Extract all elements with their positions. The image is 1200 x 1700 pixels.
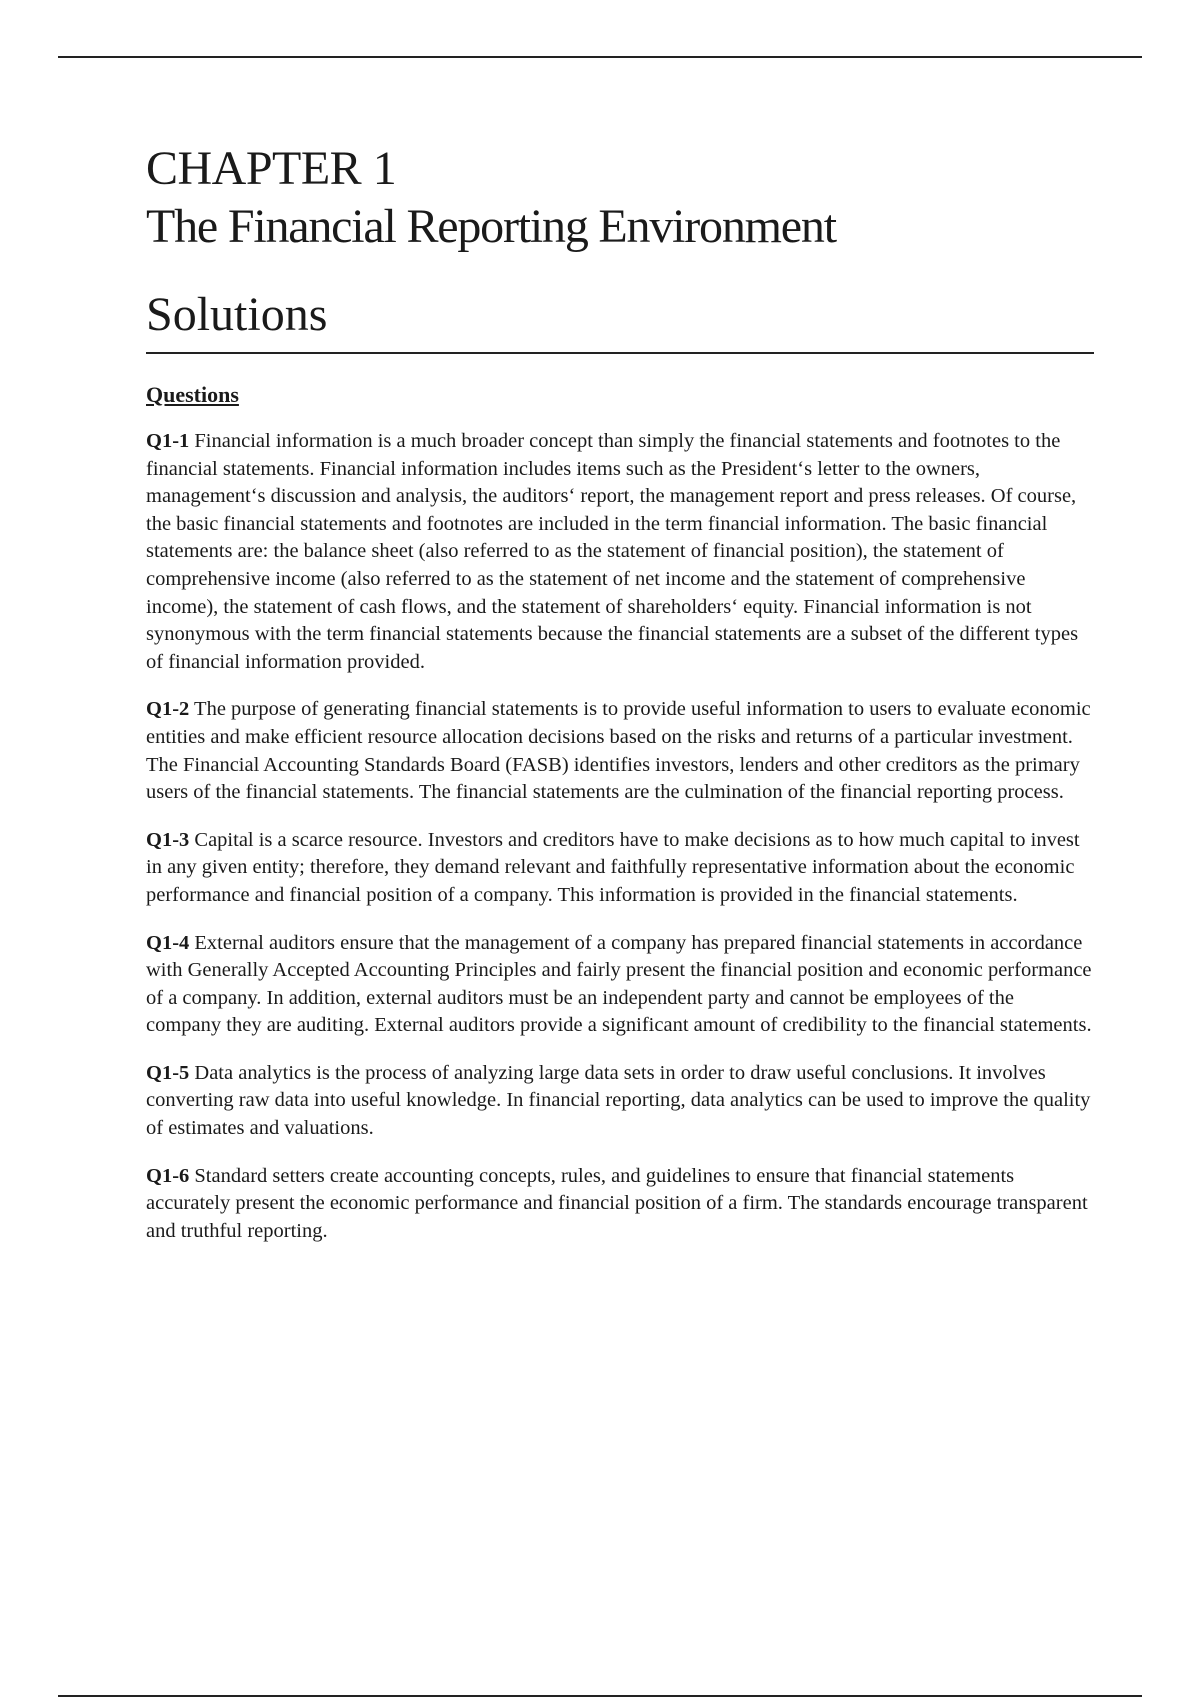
chapter-title: The Financial Reporting Environment <box>146 200 836 253</box>
answer-text: Capital is a scarce resource. Investors and creditors have to make decisions as to how much capital to invest in any given entity; therefore, they demand relevant and faithfully representative information about the economic performance and financial position of a company. This information is provided in the financial statements. <box>146 828 1080 906</box>
section-title: Solutions <box>146 286 1094 354</box>
question-id: Q1-4 <box>146 931 190 954</box>
answer-text: The purpose of generating financial statements is to provide useful information to users to evaluate economic entities and make efficient resource allocation decisions based on the risks and returns of a particular investment. The Financial Accounting Standards Board (FASB) identifies investors, lenders and other creditors as the primary users of the financial statements. The financial statements are the culmination of the financial reporting process. <box>146 698 1091 804</box>
question-id: Q1-3 <box>146 828 190 851</box>
bottom-rule <box>58 1695 1142 1697</box>
question-answer <box>146 696 1094 806</box>
answer-text: Standard setters create accounting concepts, rules, and guidelines to ensure that financial statements accurately present the economic performance and financial position of a firm. The standards encourage transparent and truthful reporting. <box>146 1164 1088 1242</box>
answer-text: Data analytics is the process of analyzing large data sets in order to draw useful conclusions. It involves converting raw data into useful knowledge. In financial reporting, data analytics can be used to improve the quality of estimates and valuations. <box>146 1061 1091 1140</box>
question-id: Q1-1 <box>146 430 190 452</box>
page-content <box>146 140 1094 1245</box>
question-answer <box>146 1060 1094 1143</box>
top-rule <box>58 56 1142 58</box>
question-id: Q1-6 <box>146 1164 190 1187</box>
answer-text: External auditors ensure that the management of a company has prepared financial statements in accordance with Generally Accepted Accounting Principles and fairly present the financial position and economic performance of a company. In addition, external auditors must be an independent party and cannot be employees of the company they are auditing. External auditors provide a significant amount of credibility to the financial statements. <box>146 931 1092 1037</box>
chapter-number: CHAPTER 1 <box>146 142 397 195</box>
question-id: Q1-5 <box>146 1061 190 1084</box>
question-answer <box>146 930 1094 1040</box>
questions-heading: Questions <box>146 382 239 407</box>
question-id: Q1-2 <box>146 698 190 721</box>
question-answer <box>146 428 1094 676</box>
answer-text: Financial information is a much broader concept than simply the financial statements and footnotes to the financial statements. Financial information includes items such as the President‘s letter to the owners, management‘s discussion and analysis, the auditors‘ report, the management report and press releases. Of course, the basic financial statements and footnotes are included in the term financial information. The basic financial statements are: the balance sheet (also referred to as the statement of financial position), the statement of comprehensive income (also referred to as the statement of net income and the statement of comprehensive income), the statement of cash flows, and the statement of shareholders‘ equity. Financial information is not synonymous with the term financial statements because the financial statements are a subset of the different types of financial information provided. <box>146 430 1079 673</box>
question-answer <box>146 1163 1094 1246</box>
question-answer <box>146 827 1094 910</box>
